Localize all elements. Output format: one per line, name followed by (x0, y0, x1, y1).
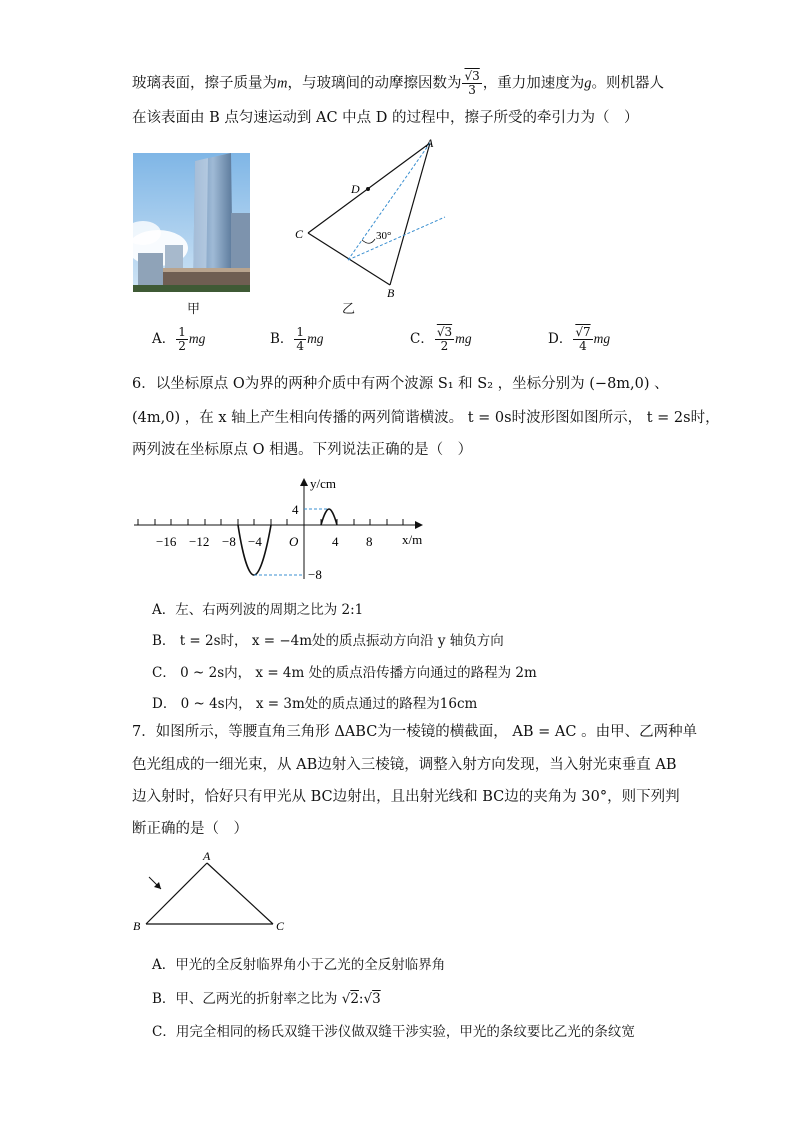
tick-label: 8 (366, 534, 373, 549)
fraction-den: 2 (178, 339, 186, 353)
tick-label: −16 (156, 534, 177, 549)
tick-label: −8 (222, 534, 236, 549)
ratio-sep: : (358, 991, 364, 1007)
q7-line-3: 边入射时，恰好只有甲光从 BC边射出，且出射光线和 BC边的夹角为 30°，则下列判 (132, 789, 680, 805)
side-ba (390, 143, 430, 285)
tick-label: 4 (332, 534, 339, 549)
option-label: D． (548, 331, 573, 347)
option-suffix: mg (593, 331, 611, 346)
q5-line-1 (132, 70, 664, 97)
angle-label: 30° (376, 230, 392, 242)
mu-fraction (462, 70, 481, 97)
fraction-num: √7 (575, 325, 591, 339)
q7-line-4: 断正确的是（ ） (132, 821, 248, 837)
q7-option-c[interactable]: C．用完全相同的杨氏双缝干涉仪做双缝干涉实验，甲光的条纹要比乙光的条纹宽 (152, 1024, 635, 1040)
radicand-1: 2 (350, 991, 359, 1007)
label-a: A (203, 849, 211, 863)
fraction-den: 4 (296, 339, 305, 353)
label-c: C (295, 227, 304, 241)
x-axis-label: x/m (402, 532, 423, 547)
q7-option-a[interactable]: A．甲光的全反射临界角小于乙光的全反射临界角 (152, 957, 446, 973)
q6-option-a[interactable]: A．左、右两列波的周期之比为 2:1 (152, 602, 364, 618)
dashed-line-a (348, 143, 430, 260)
figure-yi-caption: 乙 (342, 302, 356, 317)
option-b-text: B．甲、乙两光的折射率之比为 (152, 991, 338, 1007)
option-suffix: mg (188, 331, 206, 346)
fraction-num: √3 (436, 325, 453, 339)
q6-option-d[interactable]: D． 0 ~ 4s内， x = 3m处的质点通过的路程为16cm (152, 696, 478, 712)
fraction-den: 4 (579, 339, 587, 353)
wave-graph (130, 474, 440, 584)
side-ab (146, 863, 207, 924)
q7-line-1: 7．如图所示，等腰直角三角形 ΔABC为一棱镜的横截面， AB = AC 。由甲、乙两种单 (132, 724, 698, 740)
tick-label: −12 (189, 534, 210, 549)
option-label: A． (152, 331, 176, 347)
triangle-diagram-yi (290, 135, 460, 305)
label-b: B (387, 286, 395, 300)
q7-option-b[interactable] (152, 987, 381, 1007)
fraction-den: 2 (440, 339, 449, 353)
y-tick-neg: −8 (308, 567, 322, 582)
label-c: C (276, 919, 285, 933)
mu-denominator: 3 (468, 83, 476, 97)
q5-line-2: 在该表面由 B 点匀速运动到 AC 中点 D 的过程中，擦子所受的牵引力为（ ） (132, 110, 639, 126)
building-photo (133, 153, 250, 292)
option-fraction (435, 326, 454, 353)
option-fraction (294, 326, 306, 353)
option-label: B． (270, 331, 294, 347)
x-axis-arrow (415, 521, 423, 529)
q5-text-a: 玻璃表面，擦子质量为 (132, 75, 277, 92)
q6-option-c[interactable]: C． 0 ~ 2s内， x = 4m 处的质点沿传播方向通过的路程为 2m (152, 665, 537, 681)
label-d: D (351, 182, 360, 196)
label-b: B (133, 919, 141, 933)
gravity-symbol: g (584, 75, 592, 92)
radicand-2: 3 (372, 991, 381, 1007)
fraction-num: 1 (296, 325, 305, 339)
q7-line-2: 色光组成的一细光束，从 AB边射入三棱镜，调整入射方向发现，当入射光束垂直 AB (132, 757, 677, 773)
q5-option-b[interactable] (270, 326, 324, 353)
option-suffix: mg (455, 331, 472, 346)
option-label: C． (410, 331, 434, 347)
y-axis-label: y/cm (310, 476, 336, 491)
point-d (366, 187, 370, 191)
side-ac (207, 863, 273, 924)
option-fraction (176, 326, 188, 353)
right-wave (321, 509, 337, 525)
origin-label: O (289, 534, 299, 549)
option-suffix: mg (307, 331, 324, 346)
y-axis-arrow (300, 478, 308, 486)
q5-option-a[interactable] (152, 326, 205, 353)
fraction-num: 1 (178, 325, 186, 339)
q6-line-2: (4m,0) ，在 x 轴上产生相向传播的两列简谐横波。 t = 0s时波形图如图所示， t = 2s时， (132, 410, 720, 426)
q5-text-c: ，重力加速度为 (482, 75, 585, 92)
sqrt-ratio: √2:√3 (341, 991, 381, 1007)
q6-line-3: 两列波在坐标原点 O 相遇。下列说法正确的是（ ） (132, 442, 473, 458)
q6-option-b[interactable]: B． t = 2s时， x = −4m处的质点振动方向沿 y 轴负方向 (152, 633, 504, 649)
x-ticks (138, 519, 403, 525)
q6-line-1: 6．以坐标原点 O为界的两种介质中有两个波源 S₁ 和 S₂ ，坐标分别为 (−8m,0) 、 (132, 376, 669, 392)
q5-option-c[interactable] (410, 326, 472, 353)
mass-symbol: m (277, 75, 288, 92)
q5-option-d[interactable] (548, 326, 610, 353)
left-wave (238, 525, 271, 575)
tick-label: −4 (248, 534, 262, 549)
option-fraction (573, 326, 592, 353)
y-tick-pos: 4 (292, 502, 299, 517)
figure-jia-caption: 甲 (187, 302, 201, 317)
q5-text-b: ，与玻璃间的动摩擦因数为 (287, 75, 462, 92)
label-a: A (426, 136, 434, 150)
angle-arc (362, 239, 375, 243)
q5-text-d: 。则机器人 (591, 75, 665, 92)
mu-numerator: √3 (464, 69, 480, 83)
prism-diagram (130, 848, 300, 938)
